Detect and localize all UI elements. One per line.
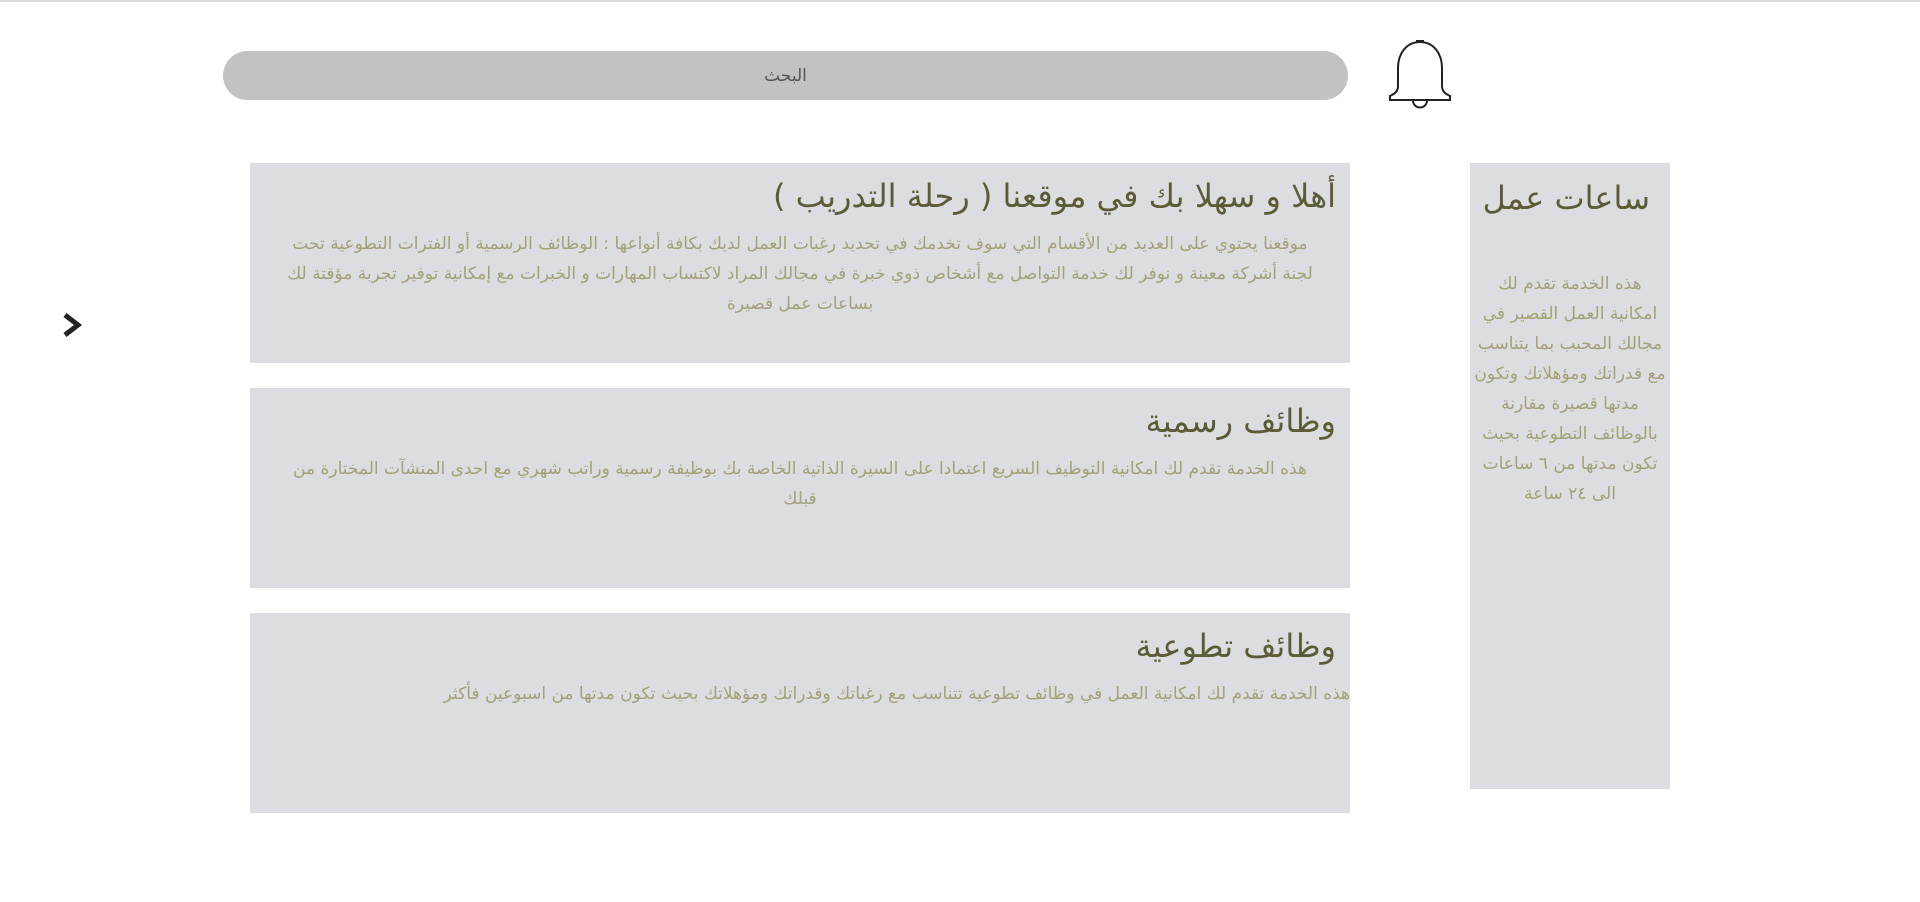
card-body: هذه الخدمة تقدم لك امكانية العمل في وظائف تطوعية تتناسب مع رغباتك وقدراتك ومؤهلاتك بحيث تكون مدتها من اسبوعين فأكثر [443, 684, 1350, 704]
card-title: ساعات عمل [1482, 179, 1650, 217]
search-input[interactable] [223, 51, 1348, 100]
chevron-right-icon[interactable] [60, 312, 84, 338]
card-body: هذه الخدمة تقدم لك امكانية التوظيف السريع اعتمادا على السيرة الذاتية الخاصة بك بوظيفة رسمية وراتب شهري مع احدى المنشآت المختارة من قبلك [293, 459, 1307, 509]
card-body: هذه الخدمة تقدم لك امكانية العمل القصير في مجالك المحبب بما يتناسب مع قدراتك ومؤهلاتك وتكون مدتها قصيرة مقارنة بالوظائف التطوعية بحيث تكون مدتها من ٦ ساعات الى ٢٤ ساعة [1474, 274, 1666, 504]
welcome-card [250, 163, 1350, 363]
search-placeholder: البحث [764, 65, 807, 86]
bell-icon[interactable] [1384, 38, 1456, 114]
official-jobs-card[interactable] [250, 388, 1350, 588]
card-title: وظائف رسمية [1145, 402, 1336, 440]
card-title: أهلا و سهلا بك في موقعنا ( رحلة التدريب ) [773, 177, 1336, 215]
volunteer-jobs-card[interactable] [250, 613, 1350, 813]
card-body: موقعنا يحتوي على العديد من الأقسام التي سوف تخدمك في تحديد رغبات العمل لديك بكافة أنواعها : الوظائف الرسمية أو الفترات التطوعية تحت لجنة أشركة معينة و نوفر لك خدمة التواصل مع أشخاص ذوي خبرة في مجالك المراد لاكتساب المهارات و الخبرات مع إمكانية توفير تجربة مؤقتة لك بساعات عمل قصيرة [287, 234, 1313, 314]
card-title: وظائف تطوعية [1135, 627, 1336, 665]
top-divider [0, 0, 1920, 2]
work-hours-card[interactable] [1470, 163, 1670, 789]
